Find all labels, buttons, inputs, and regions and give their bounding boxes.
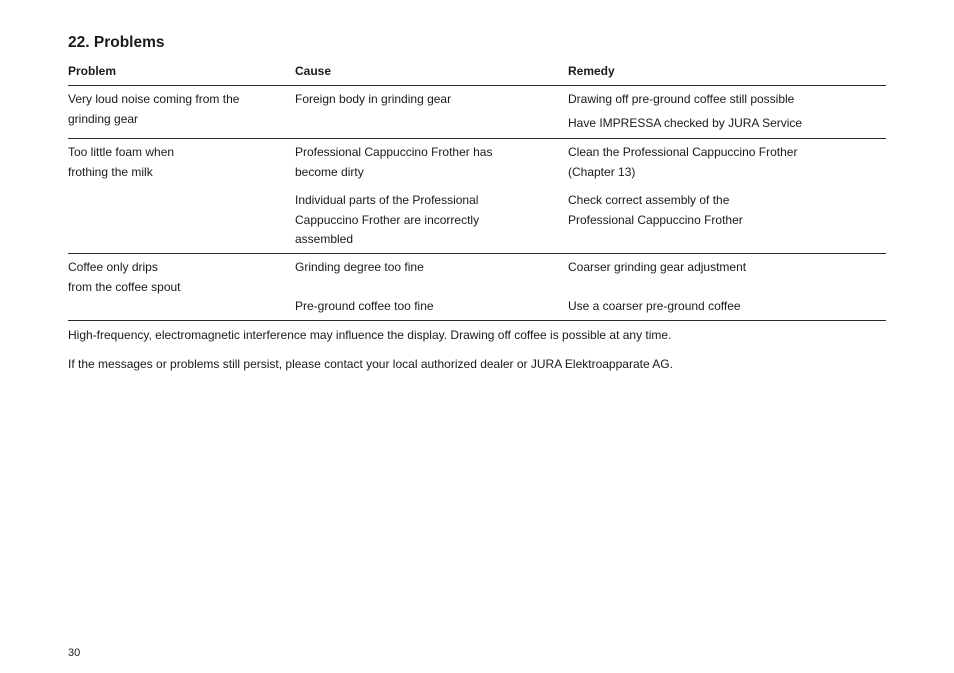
problem-cell: Too little foam when frothing the milk [68, 145, 175, 179]
column-header-cause: Cause [295, 64, 332, 78]
cause-cell: Grinding degree too fine [295, 260, 424, 274]
remedy-cell: Coarser grinding gear adjustment [568, 260, 747, 274]
remedy-cell: Use a coarser pre-ground coffee [568, 299, 741, 313]
table-row [68, 254, 886, 321]
remedy-cell: Check correct assembly of the Professional Cappuccino Frother [568, 193, 743, 227]
remedy-cell: Drawing off pre-ground coffee still possible [568, 92, 795, 106]
column-header-problem: Problem [68, 64, 117, 78]
problem-cell: Coffee only drips from the coffee spout [68, 260, 181, 294]
contact-note: If the messages or problems still persist, please contact your local authorized dealer or JURA Elektroapparate AG. [68, 357, 673, 371]
interference-note: High-frequency, electromagnetic interference may influence the display. Drawing off coffee is possible at any time. [68, 328, 672, 342]
page-number: 30 [68, 647, 81, 659]
remedy-cell: Have IMPRESSA checked by JURA Service [568, 116, 803, 130]
problems-table [68, 62, 886, 321]
table-row [68, 86, 886, 139]
section-heading: 22. Problems [68, 34, 165, 51]
cause-cell: Professional Cappuccino Frother has become dirty [295, 145, 493, 179]
remedy-cell: Clean the Professional Cappuccino Frother (Chapter 13) [568, 145, 798, 179]
problem-cell: Very loud noise coming from the grinding gear [68, 92, 240, 126]
column-header-remedy: Remedy [568, 64, 615, 78]
cause-cell: Pre-ground coffee too fine [295, 299, 434, 313]
table-row [68, 139, 886, 254]
table-header [68, 62, 886, 86]
cause-cell: Foreign body in grinding gear [295, 92, 452, 106]
cause-cell: Individual parts of the Professional Cappuccino Frother are incorrectly assembled [295, 193, 480, 246]
